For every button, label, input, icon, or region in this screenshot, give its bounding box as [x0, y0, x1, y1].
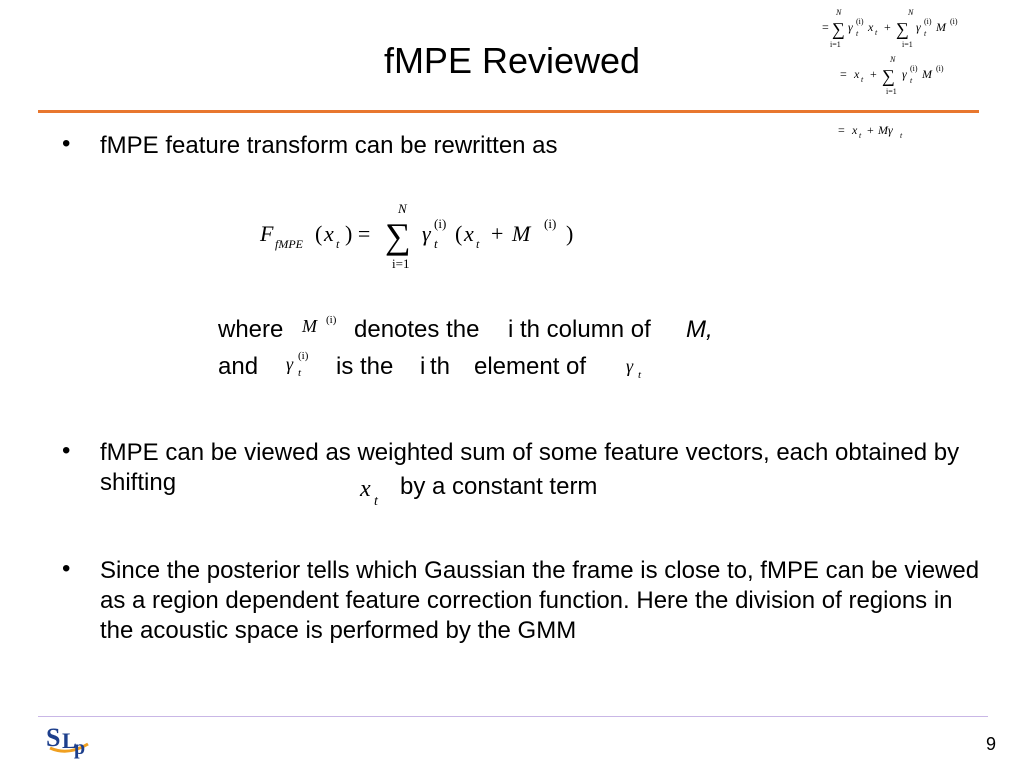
column-label: th column of [520, 316, 651, 343]
svg-text:i=1: i=1 [902, 40, 913, 49]
m-label: M, [686, 316, 713, 343]
bullet-1-marker: • [62, 130, 71, 157]
svg-text:(: ( [315, 221, 323, 246]
svg-text:M: M [302, 316, 317, 336]
slp-logo [44, 718, 92, 760]
xt-symbol [358, 472, 394, 510]
bullet-2-marker: • [62, 437, 71, 464]
m-superscript-symbol [300, 310, 350, 340]
i-label: i [508, 316, 514, 343]
svg-text:N: N [836, 8, 842, 17]
svg-text:i=1: i=1 [830, 40, 841, 49]
svg-text:t: t [875, 28, 878, 37]
svg-text:fMPE: fMPE [275, 237, 303, 251]
svg-text:∑: ∑ [385, 216, 411, 256]
bullet-2-text: fMPE can be viewed as weighted sum of some feature vectors, each obtained by shifting [100, 439, 960, 496]
svg-text:i=1: i=1 [886, 87, 897, 96]
svg-text:t: t [910, 76, 913, 85]
svg-text:x: x [324, 221, 334, 246]
svg-text:x: x [464, 221, 474, 246]
svg-text:∑: ∑ [832, 19, 845, 39]
svg-text:F: F [260, 221, 274, 246]
svg-text:t: t [859, 131, 862, 140]
th-label: th [430, 353, 451, 380]
svg-text:=: = [838, 123, 845, 137]
bullet-3-text: Since the posterior tells which Gaussian the frame is close to, fMPE can be viewed as a region dependent feature correction function. Here the division of regions in the acoustic space is performed by the GMM [100, 557, 980, 644]
svg-text:i=1: i=1 [392, 256, 410, 271]
element-label: element of [474, 353, 587, 380]
svg-text:N: N [908, 8, 914, 17]
svg-text:=: = [822, 20, 829, 34]
svg-text:(i): (i) [936, 64, 944, 73]
is-the-label: is the [336, 353, 394, 380]
svg-text:): ) [566, 221, 574, 246]
svg-text:γ: γ [286, 354, 294, 374]
derivation-line-3 [832, 118, 922, 142]
svg-text:γ: γ [626, 356, 634, 376]
svg-text:t: t [924, 29, 927, 38]
svg-text:γ: γ [916, 20, 921, 34]
svg-text:x: x [852, 123, 858, 137]
svg-text:t: t [374, 494, 378, 509]
svg-text:t: t [900, 131, 903, 140]
svg-text:+: + [870, 67, 877, 81]
svg-text:x: x [360, 476, 371, 502]
derivation-line-1 [812, 6, 1017, 50]
svg-text:) =: ) = [345, 221, 371, 246]
bullet-2-suffix: by a constant term [400, 473, 598, 500]
svg-text:t: t [434, 236, 438, 251]
svg-text:t: t [298, 367, 302, 379]
i2-label: i [420, 353, 426, 380]
page-title: fMPE Reviewed [383, 40, 641, 81]
svg-text:t: t [638, 369, 642, 381]
svg-text:(i): (i) [544, 216, 557, 231]
svg-text:x: x [854, 67, 860, 81]
svg-text:N: N [398, 201, 407, 216]
main-equation [255, 196, 595, 276]
derivation-line-1-math [812, 6, 1017, 50]
where-label: where [218, 316, 284, 343]
svg-text:=: = [840, 67, 847, 81]
svg-text:M: M [922, 67, 932, 81]
svg-text:∑: ∑ [896, 19, 909, 39]
denotes-label: denotes the [354, 316, 480, 343]
bullet-1-text: fMPE feature transform can be rewritten as [100, 132, 558, 159]
svg-text:γ: γ [902, 67, 907, 81]
svg-text:p: p [74, 737, 86, 759]
svg-text:Mγ: Mγ [878, 123, 893, 137]
svg-text:t: t [861, 75, 864, 84]
bullet-3-marker: • [62, 555, 71, 582]
svg-text:t: t [476, 237, 480, 251]
page-number: 9 [985, 734, 996, 754]
svg-text:γ: γ [422, 221, 431, 246]
svg-text:x: x [868, 20, 874, 34]
svg-text:(: ( [455, 221, 463, 246]
svg-text:(i): (i) [910, 64, 918, 73]
svg-text:(i): (i) [298, 350, 309, 362]
title-divider [38, 110, 979, 113]
svg-text:(i): (i) [924, 17, 932, 26]
svg-text:(i): (i) [950, 17, 958, 26]
gamma-t-symbol [624, 350, 654, 384]
svg-text:+: + [867, 123, 874, 137]
svg-text:M: M [512, 221, 531, 246]
svg-text:+: + [884, 20, 891, 34]
main-equation-math [255, 196, 595, 276]
svg-text:N: N [890, 55, 896, 64]
svg-text:M: M [936, 20, 946, 34]
footer-divider [38, 716, 988, 717]
svg-text:(i): (i) [326, 314, 337, 326]
svg-text:∑: ∑ [882, 66, 895, 86]
svg-text:L: L [62, 728, 77, 753]
svg-text:+: + [491, 221, 504, 246]
svg-text:(i): (i) [856, 17, 864, 26]
gamma-superscript-symbol [284, 346, 324, 384]
svg-text:t: t [856, 29, 859, 38]
derivation-line-2 [832, 52, 972, 96]
svg-text:S: S [46, 723, 61, 752]
derivation-line-2-math [832, 52, 972, 96]
derivation-line-3-math [832, 118, 922, 142]
svg-text:γ: γ [848, 20, 853, 34]
svg-text:(i): (i) [434, 216, 447, 231]
and-label: and [218, 353, 259, 380]
svg-text:t: t [336, 237, 340, 251]
